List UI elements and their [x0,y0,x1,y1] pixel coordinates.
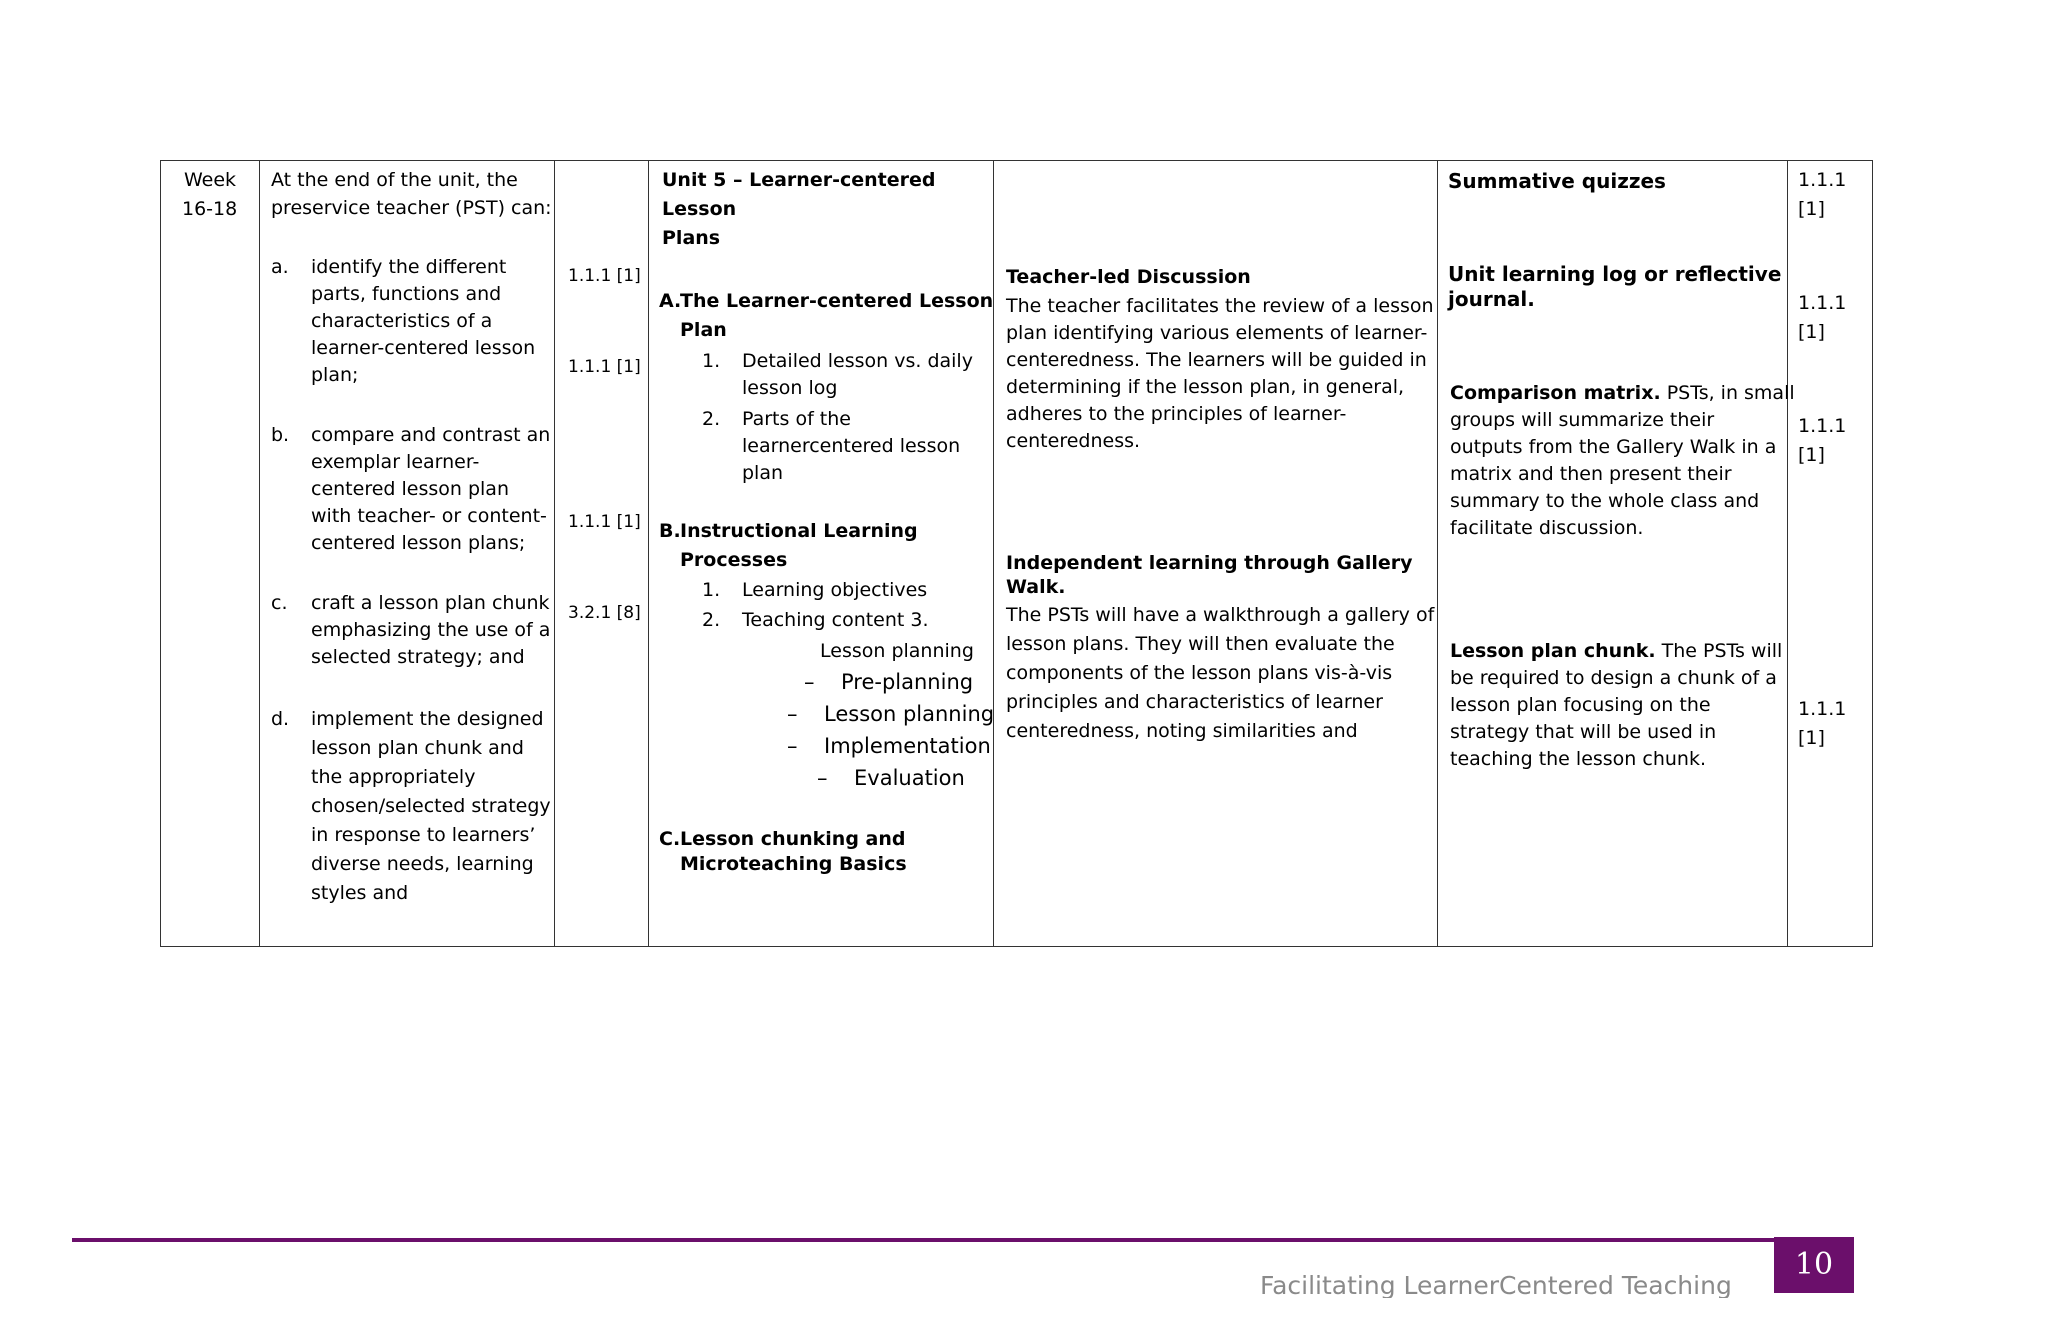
dash-marker: – [787,702,798,726]
lesson-plan-chunk-line: strategy that will be used in [1450,721,1717,743]
outcome-a-line: characteristics of a [311,310,493,332]
lesson-plan-chunk-line: lesson plan focusing on the [1450,694,1711,716]
ref-bracket: [1] [1798,444,1825,466]
outcome-marker-b: b. [271,424,290,446]
teacher-led-line: adheres to the principles of learner- [1006,403,1347,425]
comparison-matrix-text: PSTs, in small [1660,382,1795,404]
ref-code: 1.1.1 [1798,169,1847,191]
section-b-num: 2. [702,609,721,631]
section-c-title: Lesson chunking and [680,828,906,850]
outcome-a-line: identify the different [311,256,507,278]
week-label: Week [184,169,237,191]
section-a-item: Parts of the [742,408,851,430]
outcomes-intro: At the end of the unit, the [271,169,518,191]
comparison-matrix-label: Comparison matrix. [1450,382,1661,404]
outcome-code: 1.1.1 [1] [568,357,641,377]
dash-marker: – [804,670,815,694]
outcome-b-line: exemplar learner- [311,451,480,473]
outcome-d-line: the appropriately [311,766,476,788]
lesson-plan-chunk-first-line [1450,638,1782,665]
comparison-matrix-first-line [1450,380,1795,407]
section-b-marker: B. [659,520,681,542]
summative-quizzes: Summative quizzes [1448,169,1666,193]
week-column [160,160,260,947]
outcome-marker-d: d. [271,708,290,730]
outcome-b-line: centered lesson plans; [311,532,526,554]
ref-code: 1.1.1 [1798,698,1847,720]
unit-title-line: Lesson [662,198,737,220]
section-a-title-2: Plan [680,319,727,341]
footer-title: Facilitating LearnerCentered Teaching [1260,1271,1732,1298]
section-b-title-2: Processes [680,549,788,571]
ref-bracket: [1] [1798,198,1825,220]
lesson-plan-chunk-line: teaching the lesson chunk. [1450,748,1706,770]
unit-title-line: Plans [662,227,721,249]
gallery-walk-heading-2: Walk. [1006,576,1066,598]
outcome-c-line: selected strategy; and [311,646,525,668]
lesson-plan-chunk-line: be required to design a chunk of a [1450,667,1777,689]
comparison-matrix-line: summary to the whole class and [1450,490,1760,512]
outcome-code: 3.2.1 [8] [568,603,641,623]
sub-item: Lesson planning [824,702,995,726]
teacher-led-heading: Teacher-led Discussion [1006,266,1251,288]
outcome-b-line: compare and contrast an [311,424,551,446]
teacher-led-line: centeredness. [1006,430,1141,452]
outcome-code: 1.1.1 [1] [568,266,641,286]
outcome-d-line: styles and [311,882,409,904]
section-a-item: plan [742,462,784,484]
outcome-a-line: plan; [311,364,359,386]
gallery-walk-line: components of the lesson plans vis-à-vis [1006,662,1393,684]
ref-bracket: [1] [1798,727,1825,749]
outcome-marker-a: a. [271,256,289,278]
gallery-walk-line: principles and characteristics of learner [1006,691,1383,713]
learning-log: Unit learning log or reflective [1448,262,1782,286]
teacher-led-line: determining if the lesson plan, in general, [1006,376,1405,398]
gallery-walk-line: The PSTs will have a walkthrough a gallery of [1006,604,1435,626]
teacher-led-line: centeredness. The learners will be guided in [1006,349,1427,371]
section-a-num: 1. [702,350,721,372]
section-b-item: Teaching content 3. [742,609,929,631]
lesson-planning-heading: Lesson planning [820,640,974,662]
comparison-matrix-line: outputs from the Gallery Walk in a [1450,436,1777,458]
outcome-marker-c: c. [271,592,288,614]
comparison-matrix-line: matrix and then present their [1450,463,1732,485]
ref-bracket: [1] [1798,321,1825,343]
gallery-walk-heading: Independent learning through Gallery [1006,552,1413,574]
section-a-item: learnercentered lesson [742,435,961,457]
ref-code: 1.1.1 [1798,292,1847,314]
sub-item: Pre-planning [841,670,974,694]
section-c-marker: C. [659,828,681,850]
unit-title: Unit 5 – Learner-centered [662,169,936,191]
section-b-title: Instructional Learning [680,520,918,542]
outcome-d-line: diverse needs, learning [311,853,534,875]
section-a-item: lesson log [742,377,838,399]
outcome-b-line: centered lesson plan [311,478,509,500]
section-a-marker: A. [659,290,682,312]
teacher-led-line: plan identifying various elements of learner- [1006,322,1428,344]
outcome-d-line: in response to learners’ [311,824,536,846]
section-c-title-2: Microteaching Basics [680,853,907,875]
section-b-item: Learning objectives [742,579,928,601]
lesson-plan-chunk-label: Lesson plan chunk. [1450,640,1656,662]
learning-log-2: journal. [1448,287,1535,311]
outcome-d-line: chosen/selected strategy [311,795,551,817]
outcome-c-line: craft a lesson plan chunk [311,592,550,614]
sub-item: Evaluation [854,766,965,790]
outcome-c-line: emphasizing the use of a [311,619,551,641]
outcome-a-line: parts, functions and [311,283,502,305]
dash-marker: – [817,766,828,790]
ref-code: 1.1.1 [1798,415,1847,437]
outcome-code: 1.1.1 [1] [568,512,641,532]
outcomes-intro-2: preservice teacher (PST) can: [271,197,552,219]
dash-marker: – [787,734,798,758]
teacher-led-line: The teacher facilitates the review of a lesson [1006,295,1434,317]
outcome-a-line: learner-centered lesson [311,337,536,359]
section-a-title: The Learner-centered Lesson [680,290,994,312]
comparison-matrix-line: facilitate discussion. [1450,517,1644,539]
section-a-item: Detailed lesson vs. daily [742,350,973,372]
outcome-b-line: with teacher- or content- [311,505,547,527]
week-range: 16-18 [182,198,238,220]
gallery-walk-line: centeredness, noting similarities and [1006,720,1358,742]
page-number: 10 [1774,1237,1854,1293]
gallery-walk-line: lesson plans. They will then evaluate the [1006,633,1395,655]
footer-rule [72,1238,1780,1242]
outcome-d-line: lesson plan chunk and [311,737,524,759]
sub-item: Implementation [824,734,991,758]
outcome-d-line: implement the designed [311,708,544,730]
section-a-num: 2. [702,408,721,430]
comparison-matrix-line: groups will summarize their [1450,409,1715,431]
section-b-num: 1. [702,579,721,601]
lesson-plan-chunk-text: The PSTs will [1655,640,1783,662]
